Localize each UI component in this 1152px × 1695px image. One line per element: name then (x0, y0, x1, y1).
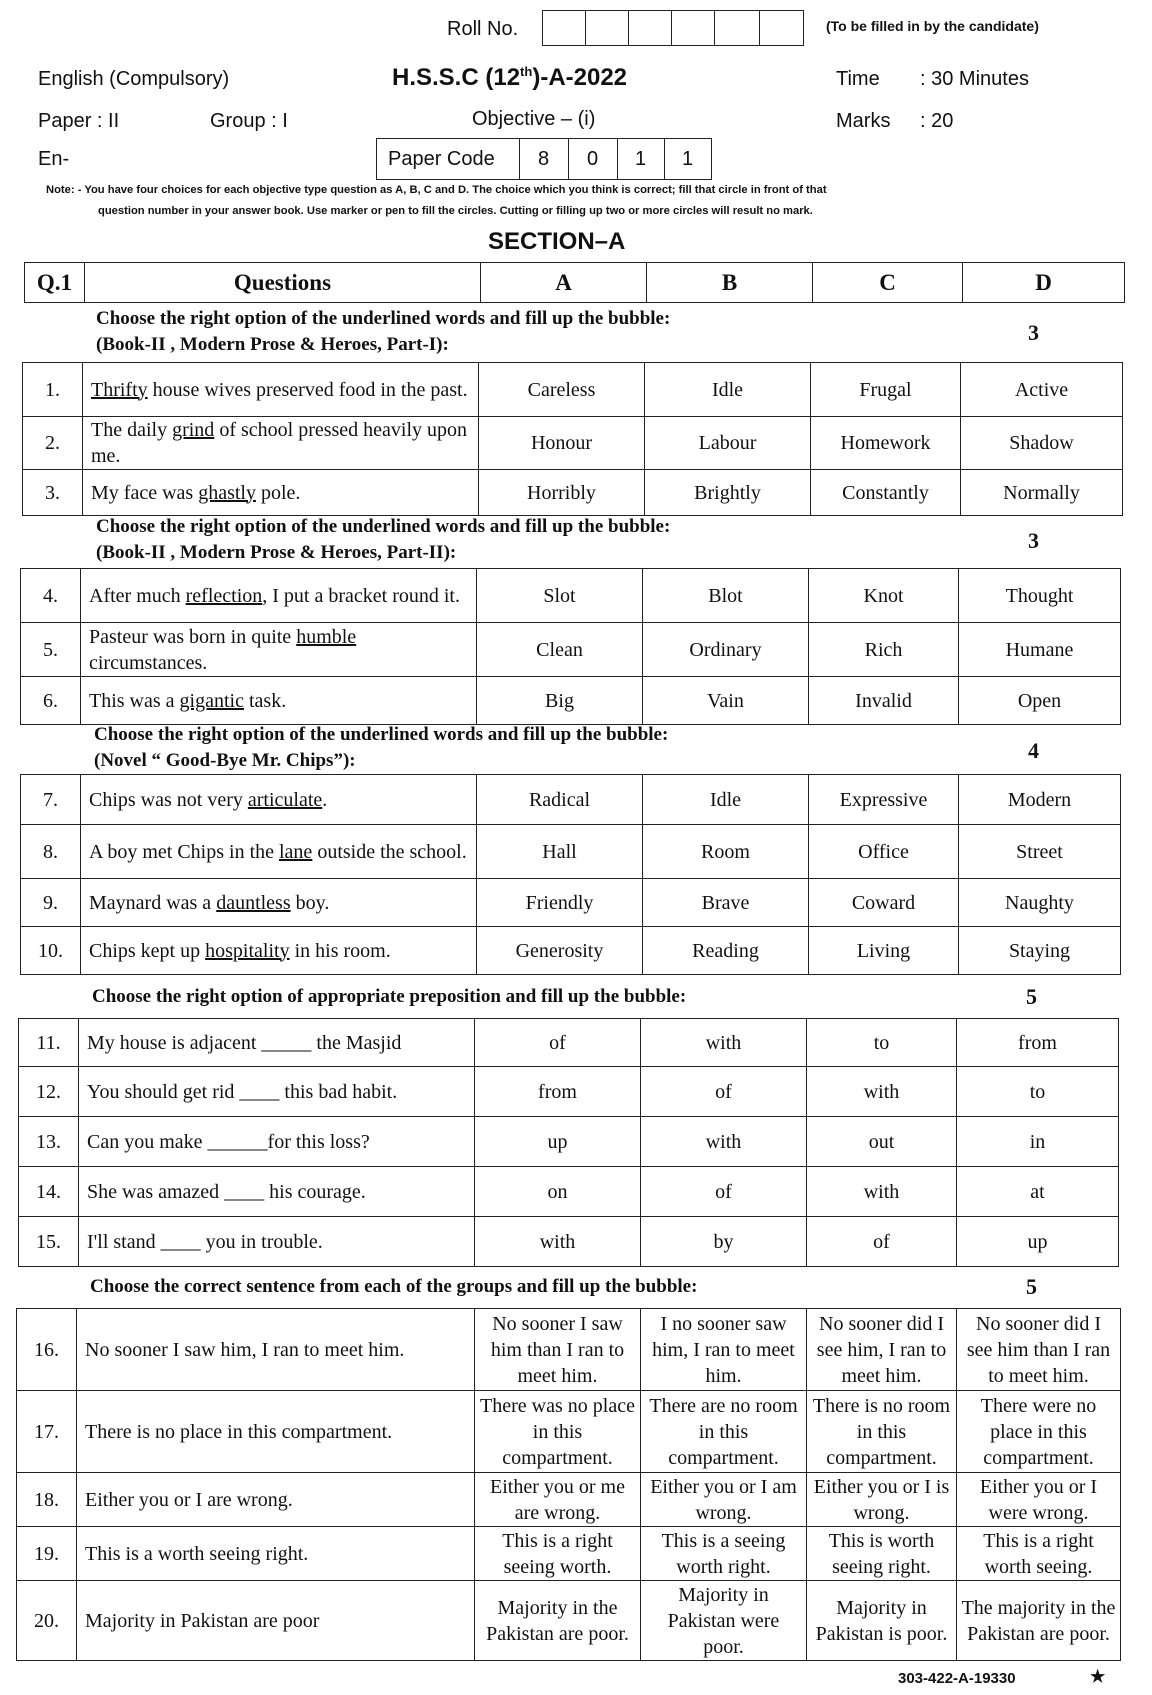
question-number: 6. (21, 677, 81, 725)
option-c[interactable]: Expressive (809, 775, 959, 825)
col-d: D (963, 263, 1125, 303)
group-marks: 5 (1026, 1274, 1037, 1299)
option-d[interactable]: Normally (961, 470, 1123, 516)
option-c[interactable]: Constantly (811, 470, 961, 516)
question-number: 12. (19, 1067, 79, 1117)
question-text: There is no place in this compartment. (77, 1391, 475, 1473)
table-row (21, 623, 1121, 677)
option-b[interactable]: There are no room in this compartment. (641, 1391, 807, 1473)
question-number: 5. (21, 623, 81, 677)
group-label: Group : I (210, 110, 288, 132)
option-a[interactable]: Radical (477, 775, 643, 825)
group-marks: 3 (1028, 320, 1039, 345)
option-c[interactable]: of (807, 1217, 957, 1267)
option-d[interactable]: Either you or I were wrong. (957, 1473, 1121, 1527)
group-marks: 5 (1026, 984, 1037, 1009)
question-table-2 (20, 568, 1121, 725)
option-b[interactable]: Majority in Pakistan were poor. (641, 1581, 807, 1661)
question-number: 10. (21, 927, 81, 975)
question-text: You should get rid ____ this bad habit. (79, 1067, 475, 1117)
option-b[interactable]: Vain (643, 677, 809, 725)
paper-code-digit: 1 (635, 148, 647, 170)
group-instruction: Choose the right option of the underlined words and fill up the bubble: (96, 516, 671, 537)
option-d[interactable]: Active (961, 363, 1123, 417)
marks-label: Marks (836, 110, 891, 132)
paper-code-box (376, 138, 712, 180)
option-b[interactable]: This is a seeing worth right. (641, 1527, 807, 1581)
question-text: My face was ghastly pole. (83, 470, 479, 516)
roll-number-note: (To be filled in by the candidate) (826, 18, 1039, 34)
table-row (23, 363, 1123, 417)
group-instruction: Choose the correct sentence from each of the groups and fill up the bubble: (90, 1276, 698, 1297)
table-row (21, 825, 1121, 879)
option-b[interactable]: I no sooner saw him, I ran to meet him. (641, 1309, 807, 1391)
col-b: B (647, 263, 813, 303)
table-row (17, 1527, 1121, 1581)
group-instruction: Choose the right option of the underlined words and fill up the bubble: (96, 308, 671, 329)
option-a[interactable]: from (475, 1067, 641, 1117)
question-text: Pasteur was born in quite humble circumstances. (81, 623, 477, 677)
option-b[interactable]: Blot (643, 569, 809, 623)
option-c[interactable]: Office (809, 825, 959, 879)
table-row (19, 1067, 1119, 1117)
question-number: 13. (19, 1117, 79, 1167)
option-a[interactable]: Slot (477, 569, 643, 623)
option-c[interactable]: Invalid (809, 677, 959, 725)
option-d[interactable]: Humane (959, 623, 1121, 677)
question-number: 18. (17, 1473, 77, 1527)
option-c[interactable]: Knot (809, 569, 959, 623)
option-b[interactable]: Idle (645, 363, 811, 417)
option-a[interactable]: of (475, 1019, 641, 1067)
option-c[interactable]: Homework (811, 417, 961, 470)
question-text: Majority in Pakistan are poor (77, 1581, 475, 1661)
question-text: This was a gigantic task. (81, 677, 477, 725)
code-prefix: En- (38, 148, 70, 170)
footer-code: 303-422-A-19330 (898, 1670, 1016, 1687)
option-d[interactable]: at (957, 1167, 1119, 1217)
question-number: 20. (17, 1581, 77, 1661)
option-c[interactable]: There is no room in this compartment. (807, 1391, 957, 1473)
option-a[interactable]: Majority in the Pakistan are poor. (475, 1581, 641, 1661)
option-d[interactable]: Thought (959, 569, 1121, 623)
group-marks: 4 (1028, 738, 1039, 763)
option-c[interactable]: to (807, 1019, 957, 1067)
table-row (23, 470, 1123, 516)
option-d[interactable]: Modern (959, 775, 1121, 825)
question-text: My house is adjacent _____ the Masjid (79, 1019, 475, 1067)
group-subtitle: (Book-II , Modern Prose & Heroes, Part-II): (96, 542, 457, 563)
question-number: 8. (21, 825, 81, 879)
option-b[interactable]: Labour (645, 417, 811, 470)
question-text: Can you make ______for this loss? (79, 1117, 475, 1167)
option-b[interactable]: Ordinary (643, 623, 809, 677)
option-d[interactable]: Open (959, 677, 1121, 725)
question-text: Chips was not very articulate. (81, 775, 477, 825)
note-line-2: question number in your answer book. Use marker or pen to fill the circles. Cutting or filling up two or more circles will result no mark. (98, 205, 813, 217)
option-b[interactable]: Either you or I am wrong. (641, 1473, 807, 1527)
question-number: 16. (17, 1309, 77, 1391)
option-b[interactable]: Brightly (645, 470, 811, 516)
table-row (19, 1117, 1119, 1167)
col-q: Q.1 (25, 263, 85, 303)
question-text: Maynard was a dauntless boy. (81, 879, 477, 927)
table-row (21, 569, 1121, 623)
option-b[interactable]: by (641, 1217, 807, 1267)
question-number: 7. (21, 775, 81, 825)
option-a[interactable]: No sooner I saw him than I ran to meet him. (475, 1309, 641, 1391)
option-c[interactable]: Either you or I is wrong. (807, 1473, 957, 1527)
question-number: 17. (17, 1391, 77, 1473)
question-text: No sooner I saw him, I ran to meet him. (77, 1309, 475, 1391)
option-a[interactable]: This is a right seeing worth. (475, 1527, 641, 1581)
option-a[interactable]: Generosity (477, 927, 643, 975)
option-d[interactable]: This is a right worth seeing. (957, 1527, 1121, 1581)
option-a[interactable]: Careless (479, 363, 645, 417)
option-a[interactable]: Honour (479, 417, 645, 470)
option-b[interactable]: of (641, 1167, 807, 1217)
table-row (17, 1309, 1121, 1391)
exam-title: H.S.S.C (12th)-A-2022 (392, 64, 628, 91)
option-c[interactable]: Majority in Pakistan is poor. (807, 1581, 957, 1661)
question-number: 4. (21, 569, 81, 623)
table-row (17, 1581, 1121, 1661)
question-number: 3. (23, 470, 83, 516)
option-a[interactable]: Horribly (479, 470, 645, 516)
option-c[interactable]: Rich (809, 623, 959, 677)
option-c[interactable]: with (807, 1067, 957, 1117)
option-d[interactable]: Staying (959, 927, 1121, 975)
roll-number-label: Roll No. (447, 18, 519, 40)
option-a[interactable]: Clean (477, 623, 643, 677)
paper-label: Paper : II (38, 110, 120, 132)
question-number: 19. (17, 1527, 77, 1581)
table-row (21, 927, 1121, 975)
question-table-1 (22, 362, 1123, 516)
subject-label: English (Compulsory) (38, 68, 230, 90)
question-number: 15. (19, 1217, 79, 1267)
option-b[interactable]: Reading (643, 927, 809, 975)
option-b[interactable]: Idle (643, 775, 809, 825)
paper-code-label: Paper Code (388, 148, 495, 170)
question-text: I'll stand ____ you in trouble. (79, 1217, 475, 1267)
option-d[interactable]: in (957, 1117, 1119, 1167)
question-text: Either you or I are wrong. (77, 1473, 475, 1527)
paper-code-digit: 1 (682, 148, 694, 170)
paper-code-digit: 0 (587, 148, 599, 170)
time-label: Time (836, 68, 880, 90)
question-text: She was amazed ____ his courage. (79, 1167, 475, 1217)
question-number: 1. (23, 363, 83, 417)
option-d[interactable]: to (957, 1067, 1119, 1117)
option-a[interactable]: up (475, 1117, 641, 1167)
table-row (19, 1019, 1119, 1067)
group-instruction: Choose the right option of appropriate preposition and fill up the bubble: (92, 986, 687, 1007)
question-number: 9. (21, 879, 81, 927)
option-c[interactable]: out (807, 1117, 957, 1167)
marks-value: : 20 (920, 110, 954, 132)
option-d[interactable]: from (957, 1019, 1119, 1067)
question-text: The daily grind of school pressed heavily upon me. (83, 417, 479, 470)
col-a: A (481, 263, 647, 303)
roll-number-boxes[interactable] (542, 10, 804, 46)
table-row (17, 1391, 1121, 1473)
table-row (21, 879, 1121, 927)
option-c[interactable]: This is worth seeing right. (807, 1527, 957, 1581)
option-a[interactable]: Hall (477, 825, 643, 879)
option-c[interactable]: No sooner did I see him, I ran to meet him. (807, 1309, 957, 1391)
option-a[interactable]: Either you or me are wrong. (475, 1473, 641, 1527)
option-d[interactable]: There were no place in this compartment. (957, 1391, 1121, 1473)
question-table-4 (18, 1018, 1119, 1267)
question-text: Thrifty house wives preserved food in the past. (83, 363, 479, 417)
group-subtitle: (Novel “ Good-Bye Mr. Chips”): (94, 750, 356, 771)
table-row (17, 1473, 1121, 1527)
option-b[interactable]: Room (643, 825, 809, 879)
group-subtitle: (Book-II , Modern Prose & Heroes, Part-I): (96, 334, 449, 355)
question-table-3 (20, 774, 1121, 975)
option-a[interactable]: on (475, 1167, 641, 1217)
paper-code-digit: 8 (538, 148, 550, 170)
option-a[interactable]: with (475, 1217, 641, 1267)
question-text: After much reflection, I put a bracket round it. (81, 569, 477, 623)
note-line-1: Note: - You have four choices for each objective type question as A, B, C and D. The choice which you think is correct; fill that circle in front of that (46, 184, 827, 196)
option-b[interactable]: of (641, 1067, 807, 1117)
option-a[interactable]: Big (477, 677, 643, 725)
option-b[interactable]: Brave (643, 879, 809, 927)
table-row (19, 1167, 1119, 1217)
table-row (21, 677, 1121, 725)
question-table-5 (16, 1308, 1121, 1661)
option-d[interactable]: Shadow (961, 417, 1123, 470)
question-text: Chips kept up hospitality in his room. (81, 927, 477, 975)
table-row (21, 775, 1121, 825)
option-c[interactable]: with (807, 1167, 957, 1217)
time-value: : 30 Minutes (920, 68, 1029, 90)
star-icon: ★ (1090, 1667, 1106, 1686)
option-c[interactable]: Frugal (811, 363, 961, 417)
group-marks: 3 (1028, 528, 1039, 553)
question-number: 2. (23, 417, 83, 470)
question-number: 14. (19, 1167, 79, 1217)
option-a[interactable]: Friendly (477, 879, 643, 927)
col-questions: Questions (85, 263, 481, 303)
option-b[interactable]: with (641, 1019, 807, 1067)
table-row (19, 1217, 1119, 1267)
option-d[interactable]: Naughty (959, 879, 1121, 927)
option-b[interactable]: with (641, 1117, 807, 1167)
option-c[interactable]: Coward (809, 879, 959, 927)
table-row (23, 417, 1123, 470)
question-text: This is a worth seeing right. (77, 1527, 475, 1581)
option-c[interactable]: Living (809, 927, 959, 975)
option-d[interactable]: Street (959, 825, 1121, 879)
section-title: SECTION–A (488, 228, 626, 255)
group-instruction: Choose the right option of the underlined words and fill up the bubble: (94, 724, 669, 745)
option-d[interactable]: The majority in the Pakistan are poor. (957, 1581, 1121, 1661)
col-c: C (813, 263, 963, 303)
question-text: A boy met Chips in the lane outside the school. (81, 825, 477, 879)
question-number: 11. (19, 1019, 79, 1067)
option-a[interactable]: There was no place in this compartment. (475, 1391, 641, 1473)
objective-label: Objective – (i) (472, 108, 596, 130)
option-d[interactable]: up (957, 1217, 1119, 1267)
column-header (24, 262, 1125, 303)
option-d[interactable]: No sooner did I see him than I ran to meet him. (957, 1309, 1121, 1391)
